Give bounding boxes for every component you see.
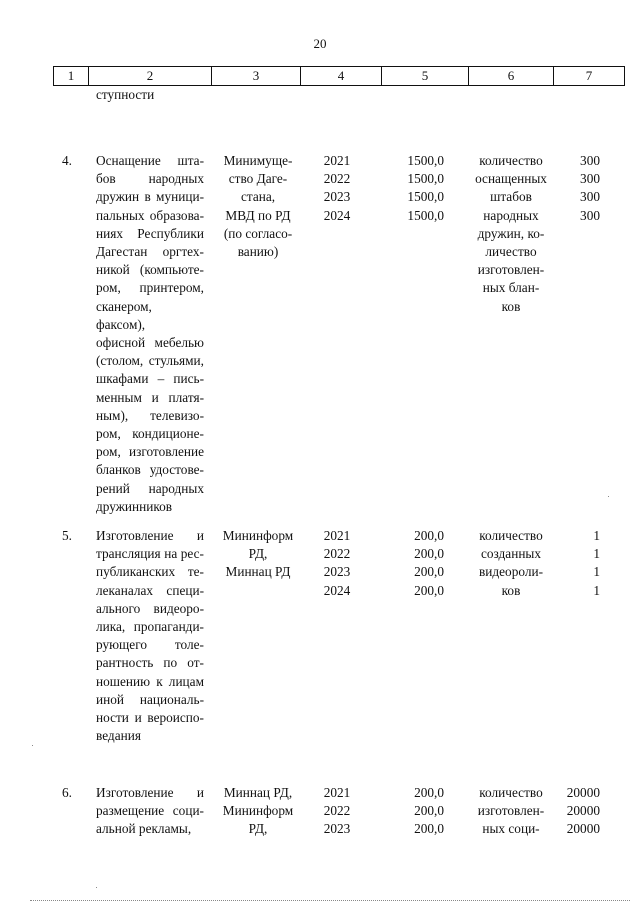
row-description-line: иной националь- bbox=[96, 691, 204, 707]
row-description bbox=[96, 527, 204, 745]
row-description-line: дружин в муници- bbox=[96, 189, 204, 205]
row-description-line: публиканских те- bbox=[96, 564, 204, 580]
row-executor-line: РД, bbox=[248, 821, 268, 837]
row-executor bbox=[218, 784, 298, 839]
row-number bbox=[62, 527, 82, 545]
row-executor-line: РД, bbox=[248, 546, 268, 562]
row-description bbox=[96, 784, 204, 839]
row-indicator-line: оснащенных bbox=[475, 171, 547, 187]
row-description-line: Изготовление и bbox=[96, 528, 204, 543]
row-years-line: 2024 bbox=[323, 582, 351, 598]
header-col-1: 1 bbox=[54, 67, 89, 85]
row-description-line: рующего толе- bbox=[96, 637, 204, 653]
row-executor bbox=[218, 152, 298, 261]
row-executor-line: ванию) bbox=[237, 244, 279, 260]
row-description-line: шкафами – пись- bbox=[96, 371, 204, 387]
header-col-3: 3 bbox=[212, 67, 301, 85]
row-executor-line: стана, bbox=[240, 189, 276, 205]
row-number bbox=[62, 152, 82, 170]
row-description-line: лика, пропаганди- bbox=[96, 619, 204, 635]
row-indicator-line: народных bbox=[483, 207, 539, 223]
row-description-line: ведания bbox=[96, 728, 141, 744]
row-years-line: 2023 bbox=[323, 564, 351, 580]
row-values bbox=[560, 152, 600, 225]
row-executor-line: Миннац РД, bbox=[223, 785, 293, 800]
row-indicator-line: созданных bbox=[480, 546, 542, 562]
row-amounts-line: 200,0 bbox=[414, 546, 444, 562]
table-header bbox=[53, 66, 625, 86]
page-number: 20 bbox=[313, 36, 327, 51]
scan-edge-dots bbox=[30, 900, 630, 903]
row-description-line: дружинников bbox=[96, 498, 173, 514]
row-years-line: 2022 bbox=[323, 171, 351, 187]
header-col-7: 7 bbox=[585, 68, 593, 83]
row-description-line: размещение соци- bbox=[96, 803, 204, 819]
row-amounts-line: 1500,0 bbox=[407, 171, 444, 187]
row-number-line: 6. bbox=[62, 785, 72, 800]
row-description-line: никой (компьюте- bbox=[96, 262, 204, 278]
row-indicator-line: количество bbox=[479, 153, 543, 168]
row-indicator-line: дружин, ко- bbox=[477, 225, 545, 241]
scan-speck bbox=[608, 496, 609, 497]
row-years-line: 2024 bbox=[323, 207, 351, 223]
row-description-line: трансляция на рес- bbox=[96, 546, 204, 562]
row-amounts-line: 200,0 bbox=[414, 785, 444, 800]
row-amounts-line: 1500,0 bbox=[407, 207, 444, 223]
row-description-line: ным), телевизо- bbox=[96, 407, 204, 423]
row-indicator-line: количество bbox=[479, 785, 543, 800]
row-description-line: рантность по от- bbox=[96, 655, 204, 671]
row-number-line: 4. bbox=[62, 153, 72, 168]
row-description-line: альной рекламы, bbox=[96, 821, 192, 837]
row-values-line: 20000 bbox=[566, 785, 600, 800]
row-years-line: 2023 bbox=[323, 821, 351, 837]
row-indicator-line: видеороли- bbox=[478, 564, 543, 580]
row-amounts bbox=[390, 784, 444, 839]
row-description-line: ниях Республики bbox=[96, 225, 204, 241]
row-indicator bbox=[468, 784, 554, 839]
row-indicator-line: ных соци- bbox=[482, 821, 540, 837]
row-values bbox=[560, 527, 600, 600]
row-indicator-line: ков bbox=[501, 298, 521, 314]
row-values bbox=[560, 784, 600, 839]
row-number-line: 5. bbox=[62, 528, 72, 543]
header-col-4: 4 bbox=[301, 67, 382, 85]
row-description-line: леканалах специ- bbox=[96, 582, 204, 598]
row-executor-line: Минимуще- bbox=[223, 153, 293, 168]
row-executor-line: Миннац РД bbox=[225, 564, 291, 580]
header-col-6: 6 bbox=[469, 67, 554, 85]
row-number bbox=[62, 784, 82, 802]
row-executor-line: ство Даге- bbox=[228, 171, 288, 187]
row-values-line: 1 bbox=[593, 528, 600, 543]
row-description-line: ром, принтером, bbox=[96, 280, 204, 296]
row-executor-line: Мининформ bbox=[222, 803, 294, 819]
continuation-text: ступности bbox=[96, 87, 155, 102]
row-description-line: Изготовление и bbox=[96, 785, 204, 800]
row-values-line: 300 bbox=[580, 189, 600, 205]
row-description bbox=[96, 152, 204, 516]
header-col-2: 2 bbox=[89, 67, 212, 85]
row-amounts-line: 200,0 bbox=[414, 582, 444, 598]
row-amounts-line: 200,0 bbox=[414, 803, 444, 819]
row-description-line: рений народных bbox=[96, 480, 204, 496]
row-description-line: Дагестан оргтех- bbox=[96, 244, 204, 260]
row-years-line: 2023 bbox=[323, 189, 351, 205]
row-indicator-line: личество bbox=[485, 244, 537, 260]
row-executor-line: Мининформ bbox=[222, 528, 294, 543]
row-description-line: бов народных bbox=[96, 171, 204, 187]
row-years-line: 2022 bbox=[323, 546, 351, 562]
row-amounts bbox=[390, 527, 444, 600]
row-amounts-line: 1500,0 bbox=[407, 189, 444, 205]
header-col-5: 5 bbox=[382, 67, 469, 85]
row-indicator-line: количество bbox=[479, 528, 543, 543]
row-amounts bbox=[390, 152, 444, 225]
row-years-line: 2021 bbox=[323, 153, 351, 168]
row-values-line: 20000 bbox=[566, 821, 600, 837]
row-values-line: 1 bbox=[593, 546, 600, 562]
row-amounts-line: 1500,0 bbox=[407, 153, 444, 168]
row-description-line: (столом, стульями, bbox=[96, 353, 204, 369]
row-indicator-line: штабов bbox=[490, 189, 532, 205]
row-description-line: Оснащение шта- bbox=[96, 153, 204, 168]
row-values-line: 20000 bbox=[566, 803, 600, 819]
row-description-line: пальных образова- bbox=[96, 207, 204, 223]
row-indicator-line: ных блан- bbox=[482, 280, 540, 296]
row-indicator-line: изготовлен- bbox=[477, 262, 545, 278]
row-years-line: 2021 bbox=[323, 528, 351, 543]
row-indicator-line: ков bbox=[501, 582, 521, 598]
row-years bbox=[316, 527, 358, 600]
row-description-line: ального видеоро- bbox=[96, 600, 204, 616]
row-description-line: менным и платя- bbox=[96, 389, 204, 405]
row-executor bbox=[218, 527, 298, 582]
row-years bbox=[316, 784, 358, 839]
row-years bbox=[316, 152, 358, 225]
row-description-line: офисной мебелью bbox=[96, 335, 204, 351]
row-values-line: 1 bbox=[593, 582, 600, 598]
row-executor-line: МВД по РД bbox=[225, 207, 291, 223]
row-amounts-line: 200,0 bbox=[414, 821, 444, 837]
row-values-line: 300 bbox=[580, 153, 600, 168]
row-description-line: ром, изготовление bbox=[96, 444, 204, 460]
row-indicator bbox=[468, 152, 554, 316]
row-description-line: бланков удостове- bbox=[96, 462, 204, 478]
row-years-line: 2021 bbox=[323, 785, 351, 800]
scan-speck bbox=[32, 745, 33, 746]
row-executor-line: (по согласо- bbox=[223, 225, 293, 241]
scan-speck bbox=[96, 887, 97, 888]
row-amounts-line: 200,0 bbox=[414, 564, 444, 580]
row-amounts-line: 200,0 bbox=[414, 528, 444, 543]
row-indicator-line: изготовлен- bbox=[477, 803, 545, 819]
row-indicator bbox=[468, 527, 554, 600]
row-description-line: ности и вероиспо- bbox=[96, 710, 204, 726]
row-description-line: ром, кондиционе- bbox=[96, 426, 204, 442]
row-description-line: сканером, факсом), bbox=[96, 298, 152, 332]
row-description-line: ношению к лицам bbox=[96, 673, 204, 689]
row-values-line: 300 bbox=[580, 171, 600, 187]
row-values-line: 1 bbox=[593, 564, 600, 580]
row-values-line: 300 bbox=[580, 207, 600, 223]
row-years-line: 2022 bbox=[323, 803, 351, 819]
